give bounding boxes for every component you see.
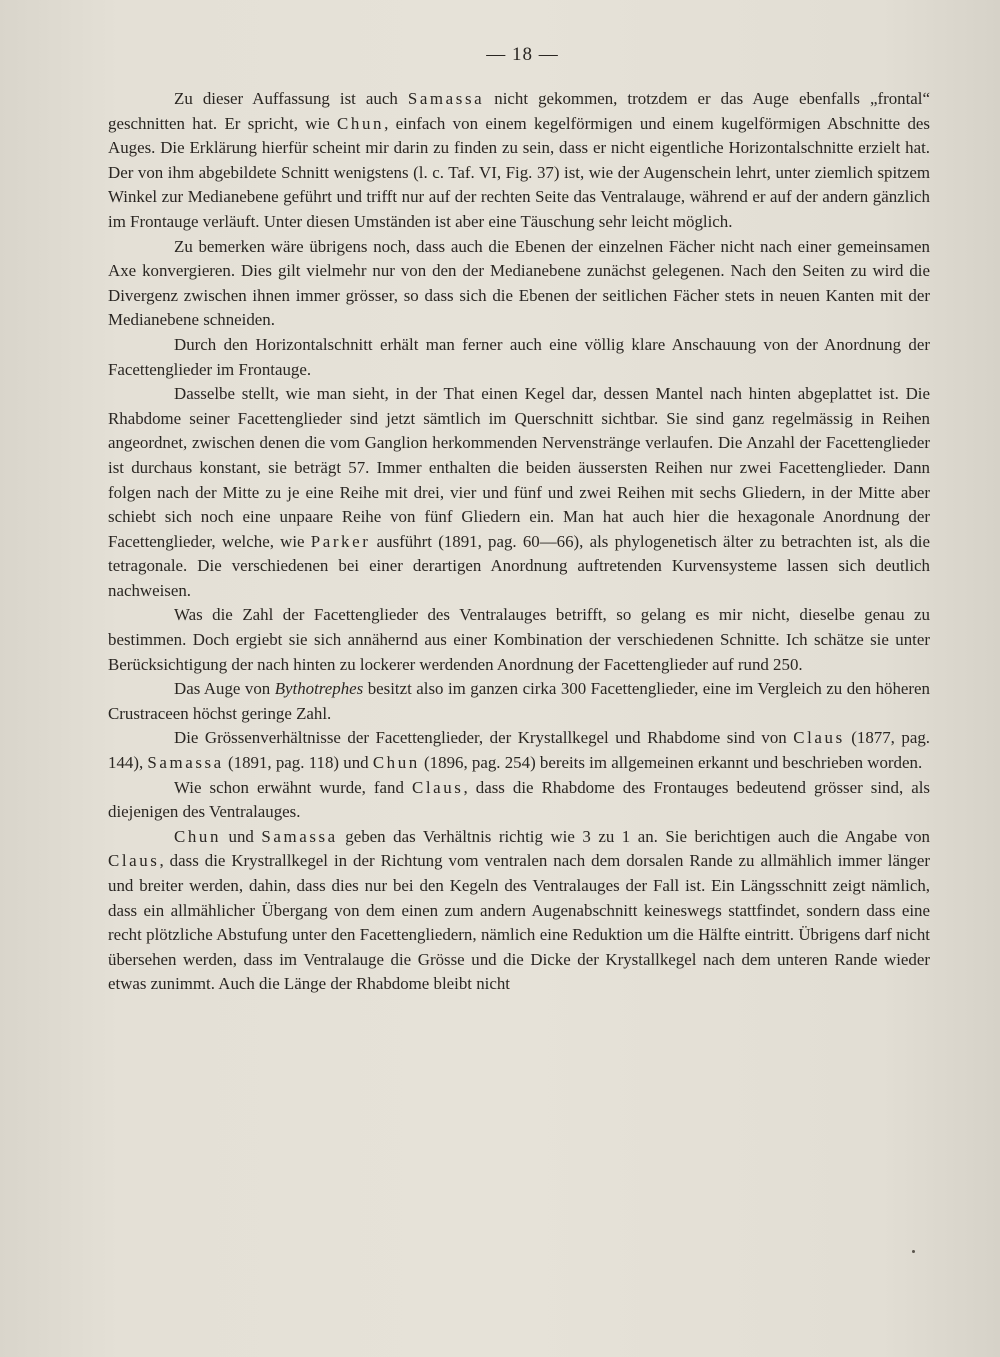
page-number: — 18 — xyxy=(486,44,559,65)
paragraph xyxy=(108,333,930,382)
text-run: Zu bemerken wäre übrigens noch, dass auch die Ebenen der einzelnen Fächer nicht nach einer gemeinsamen Axe konvergieren. Dies gilt vielmehr nur von den der Medianebene zunächst gelegenen. Nach den Seiten zu wird die Divergenz zwischen ihnen immer grösser, so dass sich die Ebenen der seitlichen Fächer stets in neuen Kanten mit der Medianebene schneiden. xyxy=(108,236,930,330)
paragraph xyxy=(108,235,930,333)
text-run: Das Auge von xyxy=(174,679,275,699)
paragraph xyxy=(108,382,930,603)
text-run: , dass die Rhabdome des Frontauges bedeutend grösser sind, als diejenigen des Ventralauges. xyxy=(108,777,930,822)
text-run: Dasselbe stellt, wie man sieht, in der That einen Kegel dar, dessen Mantel nach hinten abgeplattet ist. Die Rhabdome seiner Facettenglieder sind jetzt sämtlich im Querschnitt sichtbar. Sie sind ganz regelmässig in Reihen angeordnet, zwischen denen die vom Ganglion herkommenden Nervenstränge verlaufen. Die Anzahl der Facettenglieder ist durchaus konstant, sie beträgt 57. Immer enthalten die beiden äussersten Reihen nur zwei Facettenglieder. Dann folgen nach der Mitte zu je eine Reihe mit drei, vier und fünf und zwei Reihen mit sechs Gliedern, in der Mitte aber schiebt sich noch eine unpaare Reihe von fünf Gliedern ein. Man hat auch hier die hexagonale Anordnung der Facettenglieder, welche, wie xyxy=(108,384,930,551)
text-run: nicht gekommen, trotzdem er das Auge ebenfalls „frontal“ geschnitten hat. Er spricht, wie xyxy=(108,89,930,133)
text-run: Zu dieser Auffassung ist auch xyxy=(174,89,408,108)
italic-term: Bythotrephes xyxy=(274,679,364,699)
spaced-name: Claus xyxy=(793,728,845,748)
text-run: ausführt (1891, pag. 60—66), als phylogenetisch älter zu betrachten ist, als die tetragonale. Die verschiedenen bei einer derartigen Anordnung auftretenden Kurvensysteme lassen sich deutlich nachweisen. xyxy=(108,531,930,600)
paragraph xyxy=(108,825,930,997)
paragraph xyxy=(108,776,930,825)
spaced-name: Samassa xyxy=(147,753,224,773)
spaced-name: Chun xyxy=(174,826,222,846)
text-run: Durch den Horizontalschnitt erhält man ferner auch eine völlig klare Anschauung von der Anordnung der Facettenglieder im Frontauge. xyxy=(108,334,930,379)
text-run: (1891, pag. 118) und xyxy=(223,753,373,773)
paragraph xyxy=(108,87,930,235)
paragraph xyxy=(108,677,930,726)
paragraph xyxy=(108,726,930,775)
text-run: , dass die Krystrallkegel in der Richtung vom ventralen nach dem dorsalen Rande zu allmählich immer länger und breiter werden, dahin, dass dies nur bei den Kegeln des Ventralauges der Fall ist. Ein Längsschnitt zeigt nämlich, dass ein allmählicher Übergang von dem einen zum andern Augenabschnitt keineswegs stattfindet, sondern dass eine recht plötzliche Abstufung unter den Facettengliedern, nämlich eine Reduktion um die Hälfte eintritt. Übrigens darf nicht übersehen werden, dass im Ventralauge die Grösse und die Dicke der Krystallkegel nach dem unteren Rande wieder etwas zunimmt. Auch die Länge der Rhabdome bleibt nicht xyxy=(108,851,930,994)
text-run: , einfach von einem kegelförmigen und einem kugelförmigen Abschnitte des Auges. Die Erklärung hierfür scheint mir darin zu finden zu sein, dass er nicht eigentliche Horizontalschnitte erzielt hat. Der von ihm abgebildete Schnitt wenigstens (l. c. Taf. VI, Fig. 37) ist, wie der Augenschein lehrt, unter ziemlich spitzem Winkel zur Medianebene geführt und trifft nur auf der rechten Seite das Ventralauge, während er auf der andern gänzlich im Frontauge verläuft. Unter diesen Umständen ist aber eine Täuschung sehr leicht möglich. xyxy=(108,113,931,231)
spaced-name: Samassa xyxy=(261,826,338,846)
text-run: und xyxy=(221,826,262,846)
spaced-name: Claus xyxy=(108,851,160,871)
text-run: Was die Zahl der Facettenglieder des Ventralauges betrifft, so gelang es mir nicht, dieselbe genau zu bestimmen. Doch ergiebt sie sich annähernd aus einer Kombination der verschiedenen Schnitte. Ich schätze sie unter Berücksichtigung der nach hinten zu lockerer werdenden Anordnung der Facettenglieder auf rund 250. xyxy=(108,605,930,674)
text-run: Die Grössenverhältnisse der Facettenglieder, der Krystallkegel und Rhabdome sind von xyxy=(174,728,794,748)
text-run: besitzt also im ganzen cirka 300 Facettenglieder, eine im Vergleich zu den höheren Crustraceen höchst geringe Zahl. xyxy=(108,679,930,723)
spaced-name: Claus xyxy=(411,777,464,797)
spaced-name: Chun xyxy=(337,113,385,133)
text-run: (1877, pag. 144), xyxy=(108,728,930,773)
paper-speck xyxy=(912,1250,915,1253)
spaced-name: Samassa xyxy=(407,89,485,108)
text-run: (1896, pag. 254) bereits im allgemeinen erkannt und beschrieben worden. xyxy=(419,753,923,773)
paragraph xyxy=(108,603,930,677)
spaced-name: Chun xyxy=(372,753,420,773)
text-run: geben das Verhältnis richtig wie 3 zu 1 an. Sie berichtigen auch die Angabe von xyxy=(337,826,930,846)
spaced-name: Parker xyxy=(310,531,371,551)
text-run: Wie schon erwähnt wurde, fand xyxy=(174,777,412,797)
body-text xyxy=(108,87,930,997)
